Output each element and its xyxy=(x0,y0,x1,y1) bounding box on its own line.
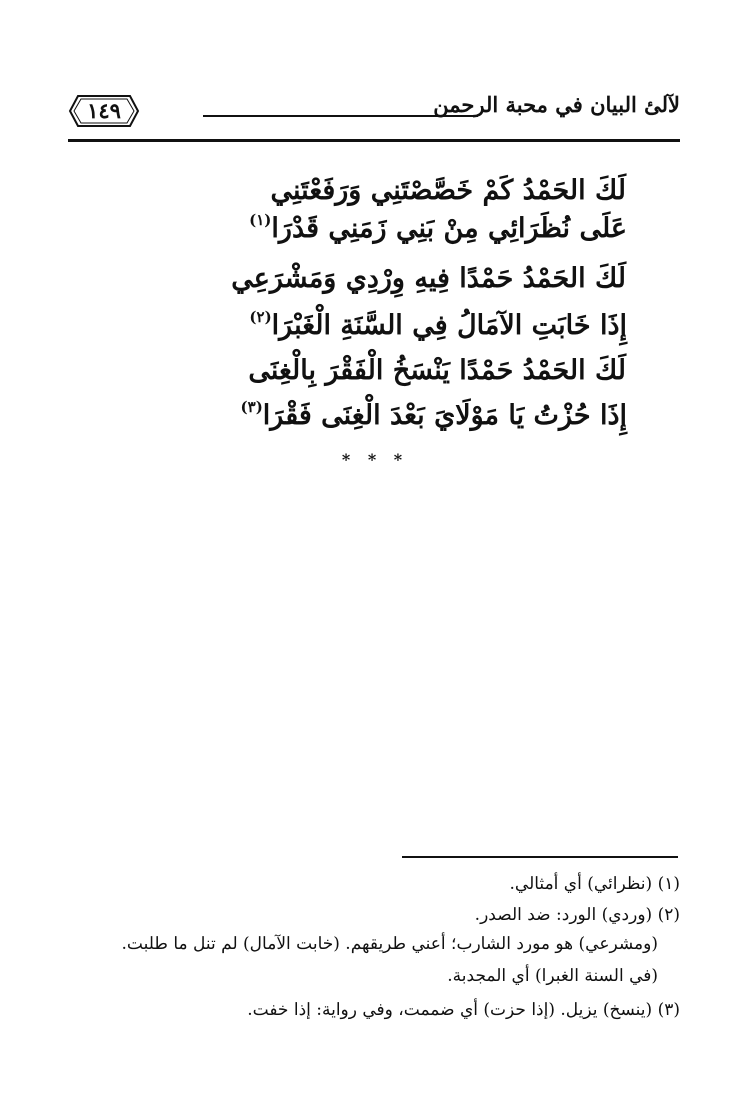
footnote-ref: (١) xyxy=(249,211,272,229)
verse-line xyxy=(241,387,627,436)
running-title: لآلئ البيان في محبة الرحمن xyxy=(433,92,680,117)
verse-text: عَلَى نُظَرَائِي مِنْ بَنِي زَمَنِي قَدْرَا xyxy=(271,213,627,244)
verse-line xyxy=(249,200,627,249)
footnote-rule xyxy=(402,856,678,858)
section-separator: * * * xyxy=(341,450,409,469)
page-number: ١٤٩ xyxy=(87,98,121,123)
page-number-frame xyxy=(68,94,140,128)
footnote: (١) (نظرائي) أي أمثالي. xyxy=(509,874,680,894)
verse-text: إِذَا حُزْتُ يَا مَوْلَايَ بَعْدَ الْغِنَى فَقْرَا xyxy=(262,400,627,431)
footnote: (٣) (ينسخ) يزيل. (إذا حزت) أي ضممت، وفي رواية: إذا خفت. xyxy=(247,1000,680,1020)
header-rule xyxy=(68,139,680,142)
verse-line xyxy=(249,297,627,346)
verse-line xyxy=(248,342,626,391)
verse-text: لَكَ الحَمْدُ حَمْدًا فِيهِ وِرْدِي وَمَشْرَعِي xyxy=(231,263,626,294)
footnote: (ومشرعي) هو مورد الشارب؛ أعني طريقهم. (خابت الآمال) لم تنل ما طلبت. xyxy=(121,934,658,954)
verse-text: لَكَ الحَمْدُ حَمْدًا يَنْسَخُ الْفَقْرَ بِالْغِنَى xyxy=(248,355,626,386)
footnote: (٢) (وردي) الورد: ضد الصدر. xyxy=(474,905,680,925)
footnote: (في السنة الغبرا) أي المجدبة. xyxy=(447,966,658,986)
verse-text: إِذَا خَابَتِ الآمَالُ فِي السَّنَةِ الْغَبْرَا xyxy=(271,310,627,341)
footnote-ref: (٢) xyxy=(249,308,272,326)
page-header xyxy=(68,88,680,138)
verse-line xyxy=(231,250,626,299)
verse-text: لَكَ الحَمْدُ كَمْ خَصَّصْتَنِي وَرَفَعْتَنِي xyxy=(270,175,626,206)
footnote-ref: (٣) xyxy=(240,398,263,416)
